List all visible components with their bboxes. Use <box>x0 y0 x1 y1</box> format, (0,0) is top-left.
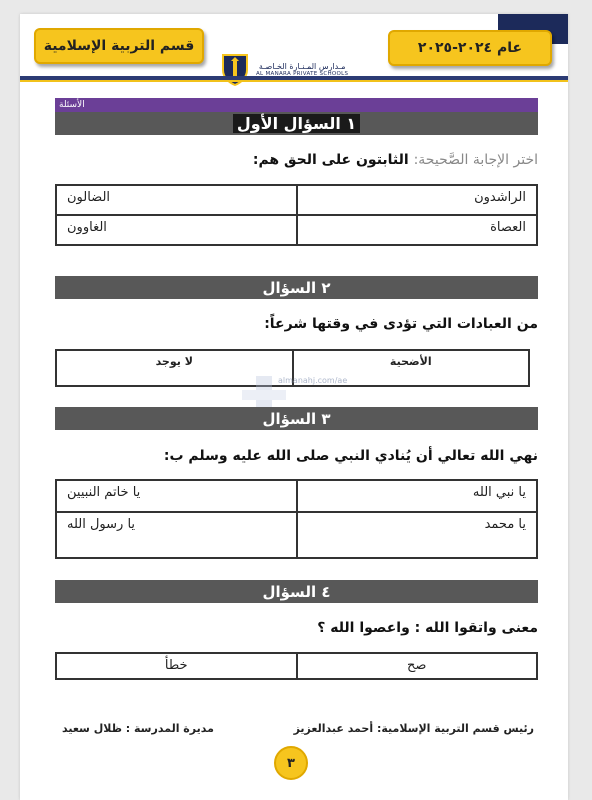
year-label: عام ٢٠٢٤-٢٠٢٥ <box>417 40 523 56</box>
question-2-text: من العبادات التي تؤدى في وقتها شرعاً: <box>264 316 538 332</box>
question-4-text: معنى واتقوا الله : واعصوا الله ؟ <box>317 620 538 636</box>
answer-option[interactable]: الغاوون <box>56 215 297 245</box>
school-name-english: AL MANARA PRIVATE SCHOOLS <box>256 70 349 77</box>
question-4-options-table <box>55 652 538 680</box>
answer-option[interactable]: خطأ <box>56 653 297 679</box>
answer-option[interactable]: يا رسول الله <box>56 512 297 558</box>
header-divider-yellow <box>20 80 568 82</box>
question-4-prompt <box>55 620 538 636</box>
section-label-bar <box>55 98 538 112</box>
question-3-text: نهي الله تعالي أن يُنادي النبي صلى الله عليه وسلم ب: <box>163 448 538 464</box>
question-1-instruction: اختر الإجابة الصَّحيحة: <box>413 152 538 168</box>
question-1-prompt <box>55 152 538 168</box>
answer-option[interactable]: صح <box>297 653 538 679</box>
answer-option[interactable]: يا نبي الله <box>297 480 538 512</box>
question-4-title-bar <box>55 580 538 603</box>
principal-signature: مديرة المدرسة : ظلال سعيد <box>62 722 214 735</box>
answer-option[interactable]: الأضحية <box>293 350 530 386</box>
department-badge <box>34 28 204 64</box>
answer-option[interactable]: الراشدون <box>297 185 538 215</box>
question-3-options-table <box>55 479 538 559</box>
answer-option[interactable]: لا يوجد <box>56 350 293 386</box>
question-4-title: ٤ السؤال <box>262 582 331 601</box>
question-3-prompt <box>55 448 538 464</box>
page-number-badge <box>274 746 308 780</box>
answer-option[interactable]: يا محمد <box>297 512 538 558</box>
question-3-title: ٣ السؤال <box>262 409 331 428</box>
question-1-text: الثابتون على الحق هم: <box>252 152 414 168</box>
page-number: ٣ <box>287 755 295 771</box>
question-1-title-bar <box>55 112 538 135</box>
question-2-title-bar <box>55 276 538 299</box>
question-3-title-bar <box>55 407 538 430</box>
school-logo <box>220 50 370 88</box>
worksheet-page <box>20 14 568 800</box>
question-1-title: ١ السؤال الأول <box>233 114 360 133</box>
answer-option[interactable]: الضالون <box>56 185 297 215</box>
watermark-text: almanahj.com/ae <box>278 376 348 385</box>
question-2-prompt <box>55 316 538 332</box>
school-name-arabic: مـدارس المـنـارة الخـاصـة <box>258 61 346 71</box>
answer-option[interactable]: يا خاتم النبيين <box>56 480 297 512</box>
head-of-department-signature: رئيس قسم التربية الإسلامية: أحمد عبدالعزيز <box>293 722 534 735</box>
section-label: الأسئلة <box>59 100 85 110</box>
department-label: قسم التربية الإسلامية <box>43 38 195 54</box>
question-1-options-table <box>55 184 538 246</box>
question-2-title: ٢ السؤال <box>262 278 331 297</box>
year-badge <box>388 30 552 66</box>
answer-option[interactable]: العصاة <box>297 215 538 245</box>
